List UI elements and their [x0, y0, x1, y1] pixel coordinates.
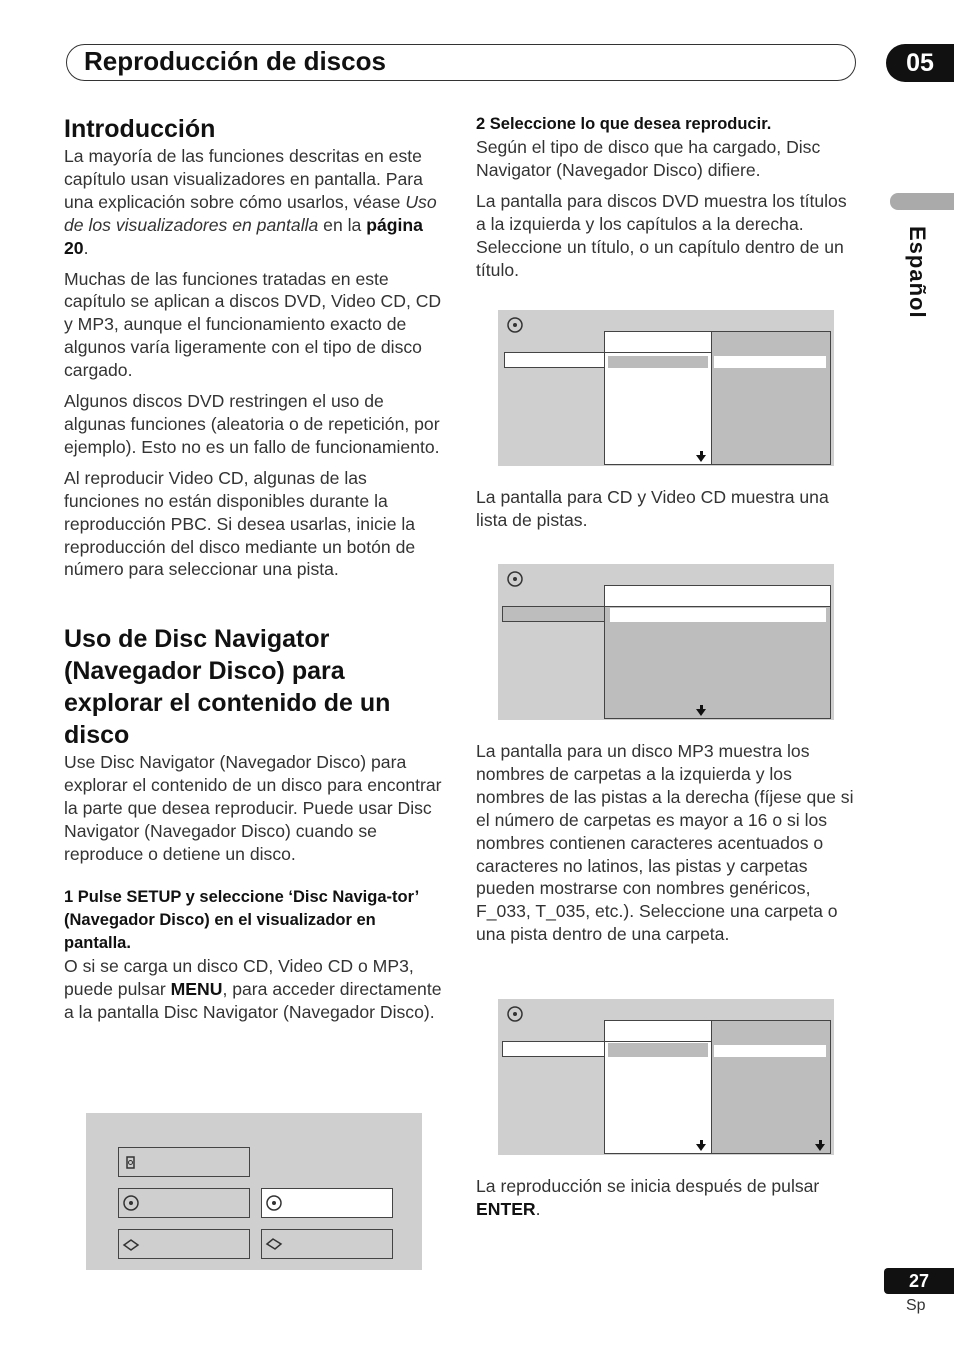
setup-menu-button-3: [118, 1229, 250, 1259]
titles-list: [604, 352, 712, 465]
selected-tab: [502, 1041, 606, 1057]
folders-list: [604, 1041, 712, 1154]
titles-header: [604, 331, 712, 353]
navigator-heading: Uso de Disc Navigator (Navegador Disco) para explorar el contenido de un disco: [64, 625, 391, 750]
intro-paragraph-2: Muchas de las funciones tratadas en este capítulo se aplican a discos DVD, Video CD, CD y MP3, aunque el funcionamiento exacto de algunos varía ligeramente con el tipo de disco cargado.: [64, 268, 442, 381]
language-label: Español: [905, 226, 930, 319]
mp3-paragraph: La pantalla para un disco MP3 muestra los nombres de carpetas a la izquierda y los nombres de las pistas a la derecha (fíjese que si el número de carpetas es mayor a 16 o si los nombres contienen caracteres acentuados o caracteres no latinos, las pistas y carpetas pueden mostrarse con nombres genéricos, F_033, T_035, etc.). Seleccione una carpeta o una pista dentro de una carpeta.: [476, 741, 854, 945]
tracks-list: [604, 606, 831, 719]
folders-scroll-down-icon: [696, 1144, 706, 1151]
title-highlight: [608, 356, 708, 368]
step-2-paragraph-1: Según el tipo de disco que ha cargado, Disc Navigator (Navegador Disco) difiere.: [476, 137, 821, 180]
language-tab: [890, 193, 954, 210]
mp3-navigator-screen: [498, 999, 834, 1155]
step-2-title: 2 Seleccione lo que desea reproducir.: [476, 115, 772, 133]
mp3-tracks-list: [711, 1020, 831, 1154]
setup-menu-button-disc-navigator: [261, 1188, 393, 1218]
dvd-navigator-screen: [498, 310, 834, 466]
intro-paragraph-1: La mayoría de las funciones descritas en este capítulo usan visualizadores en pantalla. Para una explicación sobre cómo usarlos, véase Uso de los visualizadores en pantalla en la página 20.: [64, 146, 437, 258]
mp3-text: [476, 740, 856, 954]
right-column: [476, 113, 856, 289]
cd-paragraph: La pantalla para CD y Video CD muestra una lista de pistas.: [476, 487, 829, 530]
scroll-down-icon: [696, 455, 706, 462]
tracks-header: [604, 585, 831, 607]
tracks-scroll-down-icon: [815, 1144, 825, 1151]
mp3-track-highlight: [714, 1045, 826, 1057]
cd-navigator-screen: [498, 564, 834, 720]
left-column: [64, 113, 446, 1032]
disc-icon: [506, 570, 524, 588]
step-2-paragraph-2: La pantalla para discos DVD muestra los títulos a la izquierda y los capítulos a la derecha. Seleccione un título, o un capítulo dentro de un título.: [476, 190, 847, 280]
disc-navigator-icon: [265, 1194, 283, 1212]
final-paragraph: La reproducción se inicia después de pulsar ENTER.: [476, 1176, 820, 1219]
intro-heading: Introducción: [64, 115, 216, 143]
chapter-badge: 05: [886, 44, 954, 82]
selected-tab: [504, 352, 606, 368]
step-1-text: O si se carga un disco CD, Video CD o MP3, puede pulsar MENU, para acceder directamente a la pantalla Disc Navigator (Navegador Disco).: [64, 955, 442, 1022]
folders-header: [604, 1020, 712, 1042]
intro-paragraph-3: Algunos discos DVD restringen el uso de algunas funciones (aleatoria o de repetición, por ejemplo). Esto no es un fallo de funcionamiento.: [64, 391, 440, 457]
disc-icon: [506, 1005, 524, 1023]
page-title: Reproducción de discos: [84, 46, 386, 76]
final-text: [476, 1175, 856, 1229]
speaker-icon: [122, 1153, 140, 1171]
navigator-paragraph: Use Disc Navigator (Navegador Disco) para explorar el contenido de un disco para encontrar la parte que desea reproducir. Puede usar Disc Navigator (Navegador Disco) cuando se reproduce o detiene un disco.: [64, 752, 442, 864]
scroll-down-icon: [696, 709, 706, 716]
chapter-highlight: [714, 356, 826, 368]
tray-icon: [122, 1235, 140, 1253]
intro-paragraph-4: Al reproducir Video CD, algunas de las funciones no están disponibles durante la reproducción PBC. Si desea usarlas, inicie la reproducción del disco mediante un botón de número para seleccionar una pista.: [64, 467, 416, 580]
setup-menu-screen: [86, 1113, 422, 1270]
page-number: 27: [884, 1268, 954, 1294]
setup-menu-button-2: [118, 1188, 250, 1218]
setup-menu-button-1: [118, 1147, 250, 1177]
track-highlight: [610, 608, 826, 622]
chapters-list: [711, 331, 831, 465]
page-suffix: Sp: [906, 1297, 926, 1314]
cd-text: [476, 486, 856, 540]
setup-menu-button-4: [261, 1229, 393, 1259]
disc-icon: [506, 316, 524, 334]
step-1-title: 1 Pulse SETUP y seleccione ‘Disc Naviga-tor’ (Navegador Disco) en el visualizador en pantalla.: [64, 887, 419, 952]
card-icon: [265, 1235, 283, 1253]
selected-tab: [502, 606, 606, 622]
folder-highlight: [608, 1043, 708, 1057]
disc-icon: [122, 1194, 140, 1212]
